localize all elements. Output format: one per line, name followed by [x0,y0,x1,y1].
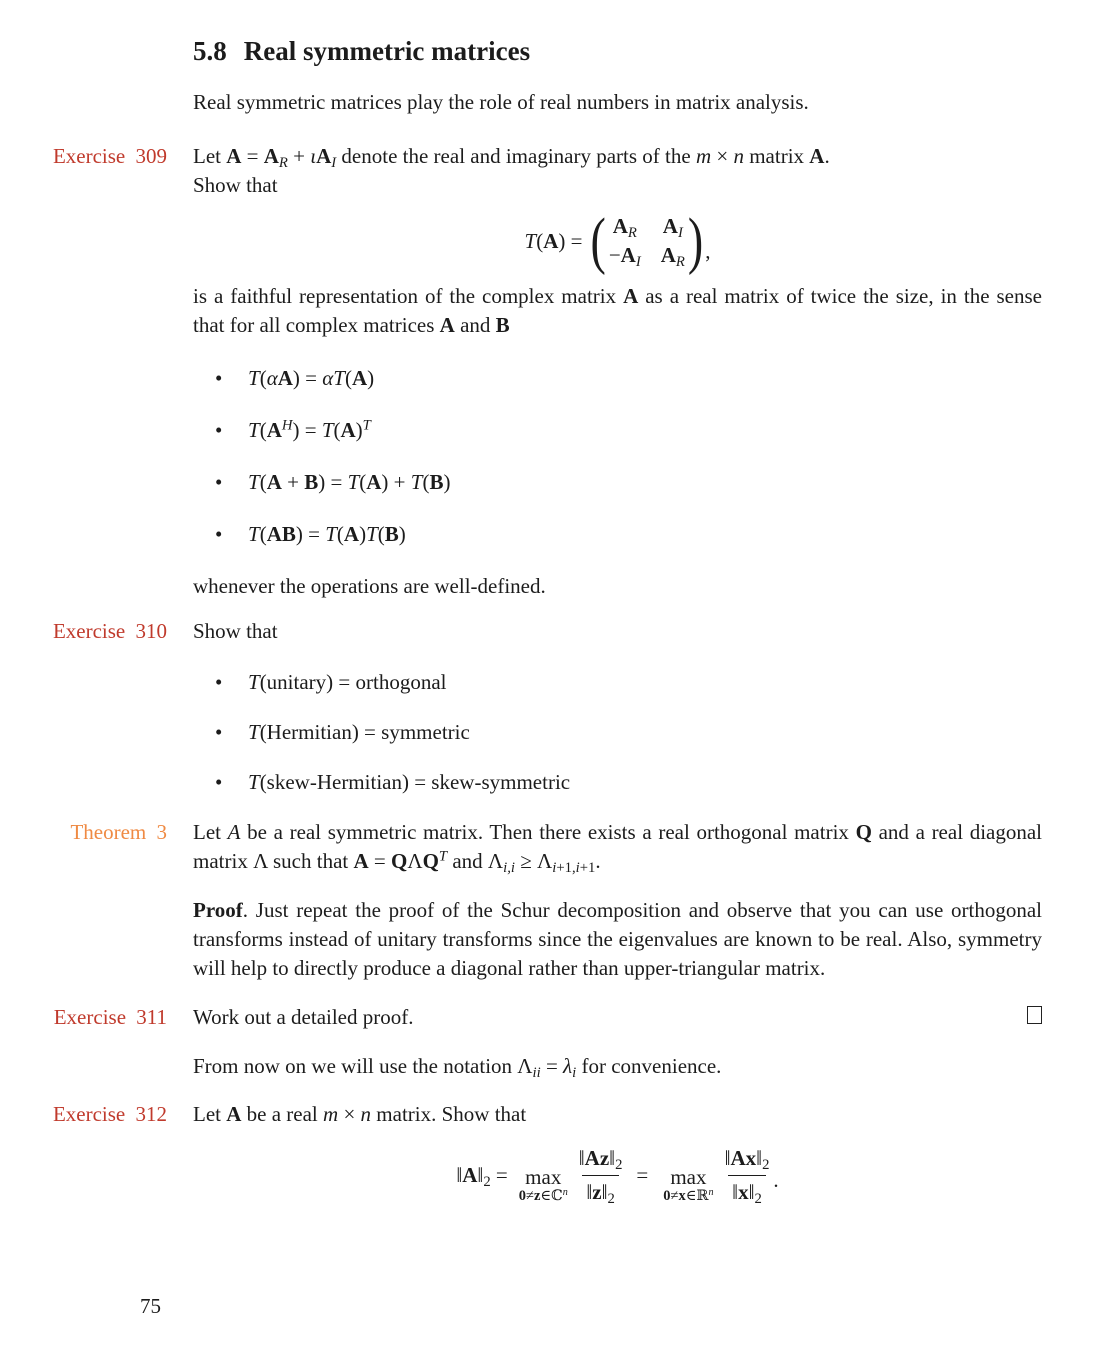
list-item [193,668,1042,697]
exercise-309-label: Exercise 309 [52,144,167,168]
matrix-cell-11: $A_R$ [612,214,637,242]
matrix-2x2 [609,212,685,270]
bullet-icon: • [215,720,223,744]
exercise-309-outro: whenever the operations are well-defined. [193,574,546,598]
max-underscript: 0≠x∈ℝ$^n$ [663,1186,714,1204]
theorem-3-block [0,818,1094,876]
theorem-3-body: Let A be a real symmetric matrix. Then there exists a real orthogonal matrix Q and a real diagonal matrix Λ such that $A = Q\Lambda Q^T$ and $\Lambda_{i,i} \ge \Lambda_{i+1,i+1}$. [193,820,1043,877]
norm-equation-lhs: $‖A‖_2$ = [456,1162,508,1190]
exercise-310-intro: Show that [193,619,278,643]
fraction-1 [575,1145,627,1206]
exercise-310-body [193,617,1042,818]
exercise-312-label: Exercise 312 [52,1102,167,1126]
intro-paragraph: Real symmetric matrices play the role of real numbers in matrix analysis. [193,90,809,114]
exercise-309-intro: Let $A = A_R + \iota A_I$ denote the real and imaginary parts of the m × n matrix A. [193,144,830,172]
proof-paragraph [193,896,1042,983]
exercise-311-text: Work out a detailed proof. [193,1005,414,1029]
section-title-text: Real symmetric matrices [243,36,531,66]
exercise-311-body [193,1003,1042,1032]
max-operator-2 [663,1165,713,1204]
list-item [193,468,1042,497]
equation-lhs: T(A) = [524,228,583,253]
bullet-icon: • [215,522,223,546]
bullet-icon: • [215,670,223,694]
exercise-312-block [0,1100,1094,1211]
list-item [193,364,1042,393]
list-item-text: T(αA) = αT(A) [248,366,375,390]
section-number: 5.8 [193,36,227,66]
list-item [193,520,1042,549]
max-operator-1 [519,1165,568,1204]
right-paren: ) [687,205,704,276]
exercise-310-block [0,617,1094,818]
bullet-icon: • [215,418,223,442]
exercise-312-body [193,1100,1042,1211]
bullet-icon: • [215,366,223,390]
theorem-3-label: Theorem 3 [70,820,167,844]
matrix-cell-22: $A_R$ [660,243,685,271]
exercise-311-label: Exercise 311 [53,1005,167,1029]
equation-trailing-period: . [773,1168,779,1192]
fraction-numerator: $‖Az‖_2$ [578,1145,623,1173]
matrix-cell-12: $A_I$ [662,214,683,242]
list-item [193,416,1042,445]
fraction-2 [721,1145,774,1206]
list-item-text: T(AB) = T(A)T(B) [248,522,406,546]
fraction-denominator: $‖x‖_2$ [728,1175,766,1206]
exercise-311-block [0,1003,1094,1032]
list-item-text: T(A + B) = T(A) + T(B) [248,470,451,494]
equation-trailing-comma: , [705,239,711,263]
section-title [193,34,1094,68]
exercise-309-show-that: Show that [193,173,278,197]
list-item [193,768,1042,797]
max-word: max [670,1164,707,1189]
list-item [193,718,1042,747]
list-item-text: T(skew-Hermitian) = skew-symmetric [248,770,571,794]
proof-lead: Proof [193,898,243,922]
exercise-309-after: is a faithful representation of the complex matrix A as a real matrix of twice the size, in the sense that for all complex matrices A and B [193,284,1042,337]
page-number: 75 [140,1294,161,1318]
bullet-icon: • [215,470,223,494]
proof-body: . Just repeat the proof of the Schur decomposition and observe that you can use orthogonal transforms instead of unitary transforms since the eigenvalues are known to be real. Also, symmetry will help to directly produce a diagonal rather than upper-triangular matrix. [193,898,1042,980]
exercise-309-bullet-list [193,364,1042,549]
max-word: max [525,1164,562,1189]
norm-display-equation [193,1139,1042,1211]
matrix-display-equation [193,205,1042,276]
qed-box-icon [1027,1006,1042,1024]
list-item-text: $T(A^H) = T(A)^T$ [248,417,371,442]
exercise-309-body [193,142,1042,601]
list-item-text: T(Hermitian) = symmetric [248,720,470,744]
exercise-309-block [0,142,1094,601]
left-paren: ( [590,205,606,276]
fraction-denominator: $‖z‖_2$ [582,1175,618,1206]
matrix-cell-21: $-A_I$ [608,243,641,271]
bullet-icon: • [215,770,223,794]
equals-sign: = [636,1162,649,1187]
list-item-text: T(unitary) = orthogonal [248,670,447,694]
exercise-310-label: Exercise 310 [52,619,167,643]
exercise-312-intro: Let A be a real m × n matrix. Show that [193,1102,527,1126]
notation-note: From now on we will use the notation $\Lambda_{ii} = \lambda_i$ for convenience. [193,1054,722,1082]
exercise-310-bullet-list [193,668,1042,797]
fraction-numerator: $‖Ax‖_2$ [724,1145,770,1173]
proof-block [0,896,1094,983]
max-underscript: 0≠z∈ℂ$^n$ [518,1186,568,1204]
